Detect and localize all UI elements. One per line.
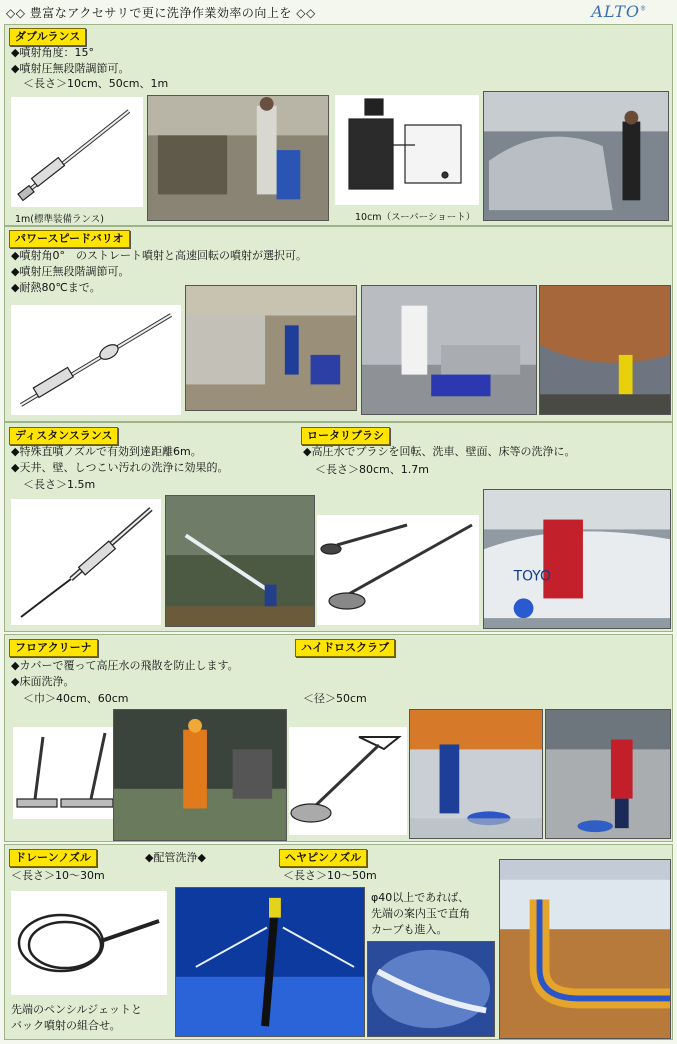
section-double-lance [4,24,673,226]
rotary-brush-drawing [317,515,479,625]
photo-scrub-parking [545,709,671,839]
photo-ship-hull [539,285,671,415]
drain-caption-2: バック噴射の組合せ。 [11,1019,121,1032]
distance-line-3: ＜長さ＞1.5m [23,478,96,491]
photo-car-engine [483,91,669,221]
hydro-scrub-drawing [289,727,407,835]
distance-line-2: ◆天井、壁、しつこい汚れの洗浄に効果的。 [11,461,229,474]
rotary-line-2: ＜長さ＞80cm、1.7m [315,463,429,476]
tag-hydro-scrub: ハイドロスクラブ [295,639,395,657]
drain-length: ＜長さ＞10～30m [11,869,105,882]
power-speed-line-2: ◆噴射圧無段階調節可。 [11,265,130,278]
hairpin-length: ＜長さ＞10～50m [283,869,377,882]
floor-line-3: ＜巾＞40cm、60cm [23,692,129,705]
hairpin-note-1: φ40以上であれば、 [371,891,470,904]
header-title: ◇◇ 豊富なアクセサリで更に洗浄作業効率の向上を ◇◇ [6,6,316,20]
photo-pipe-interior [367,941,495,1037]
page-header [0,0,677,24]
pipe-cleaning-title: ◆配管洗浄◆ [145,851,206,864]
power-speed-line-1: ◆噴射角0° のストレート噴射と高速回転の噴射が選択可。 [11,249,307,262]
lance-caption: 1m(標準装備ランス) [15,214,104,225]
section-drain-hairpin [4,844,673,1040]
floor-line-2: ◆床面洗浄。 [11,675,75,688]
photo-worker-machine [147,95,329,221]
alto-logo: ALTO® [591,2,647,21]
tag-drain-nozzle: ドレーンノズル [9,849,97,867]
hairpin-note-3: カーブも進入。 [371,923,448,936]
photo-white-suit-worker [361,285,537,415]
rotary-line-1: ◆高圧水でブラシを回転、洗車、壁面、床等の洗浄に。 [303,445,576,458]
double-lance-line-2: ◆噴射圧無段階調節可。 [11,62,130,75]
short-lance-caption: 10cm（スーパーショート） [355,212,476,223]
tag-floor-cleaner: フロアクリーナ [9,639,98,657]
illustration-pipe-cutaway [499,859,671,1039]
hydro-size: ＜径＞50cm [303,692,367,705]
photo-car-washing [483,489,671,629]
lance-drawing [11,97,143,207]
tag-power-speed: パワースピードバリオ [9,230,130,248]
drain-hose-drawing [11,891,167,995]
photo-stable-washing [185,285,357,411]
section-floor-hydro [4,634,673,842]
distance-lance-drawing [11,499,161,625]
double-lance-line-1: ◆噴射角度：15° [11,46,94,59]
tag-hairpin-nozzle: ヘヤピンノズル [279,849,367,867]
section-power-speed [4,226,673,422]
tag-rotary-brush: ロータリブラシ [301,427,390,445]
drain-caption-1: 先端のペンシルジェットと [11,1003,142,1016]
vario-drawing [11,305,181,415]
double-lance-line-3: ＜長さ＞10cm、50cm、1m [23,77,169,90]
floor-line-1: ◆カバーで覆って高圧水の飛散を防止します。 [11,659,239,672]
floor-cleaner-drawing [13,727,117,819]
section-distance-rotary [4,422,673,632]
photo-nozzle-jets [175,887,365,1037]
distance-line-1: ◆特殊直噴ノズルで有効到達距離6m。 [11,445,202,458]
short-lance-drawing [335,95,479,205]
tag-distance-lance: ディスタンスランス [9,427,118,445]
hairpin-note-2: 先端の案内玉で直角 [371,907,470,920]
power-speed-line-3: ◆耐熱80℃まで。 [11,281,101,294]
car-logo-text: TOYO [513,568,551,585]
photo-scrub-garage [409,709,543,839]
tag-double-lance: ダブルランス [9,28,86,46]
photo-factory-floor [113,709,287,841]
photo-tunnel-spray [165,495,315,627]
